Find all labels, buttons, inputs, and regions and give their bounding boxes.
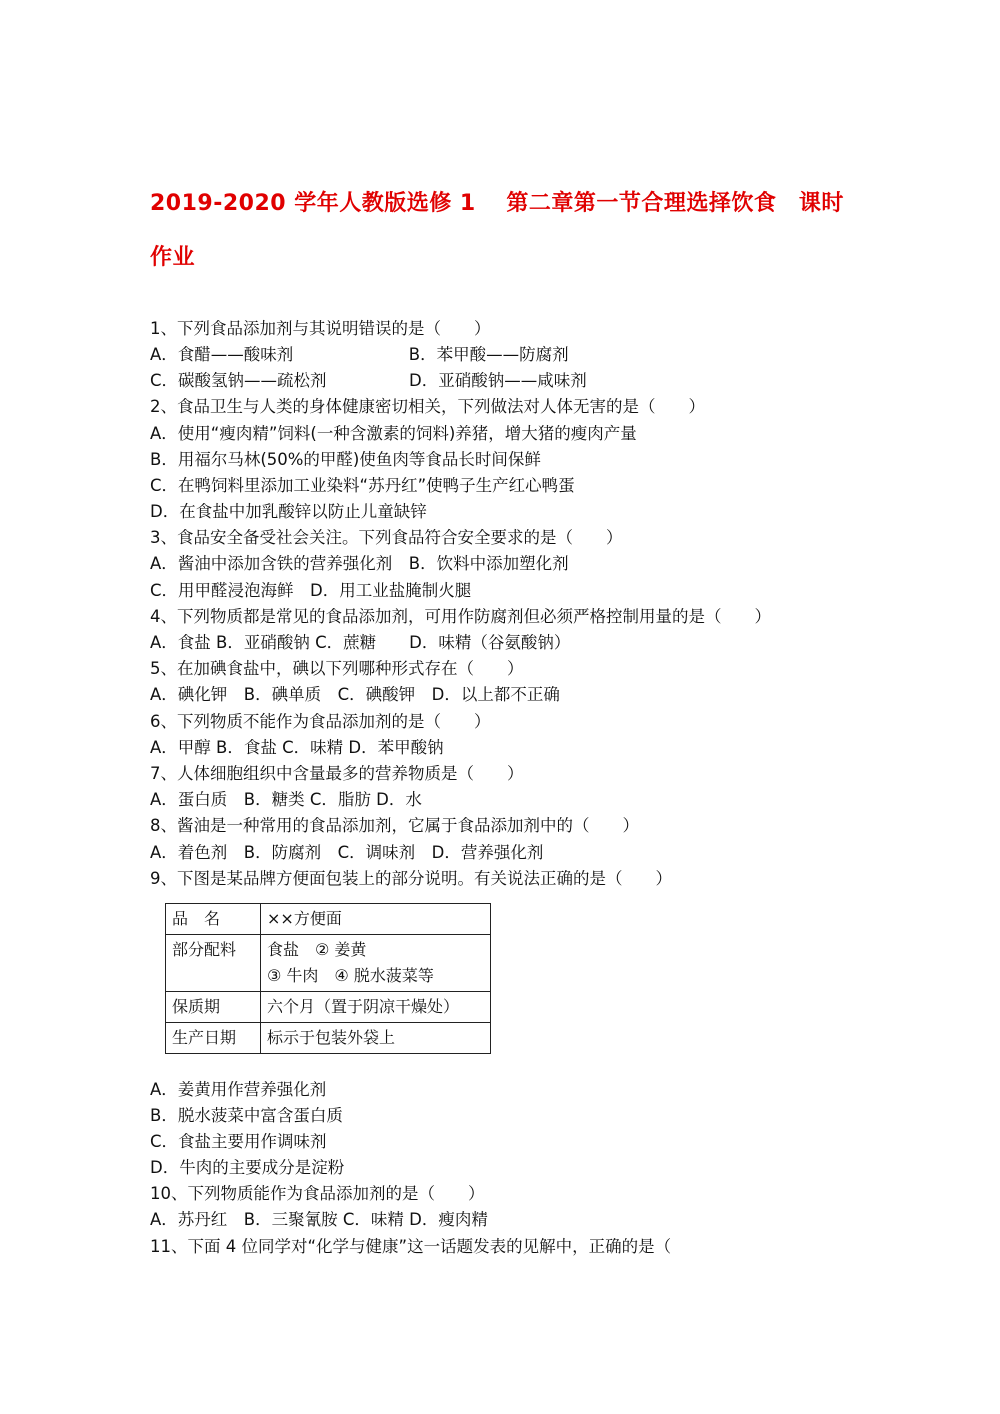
ingredients-line-2: ③ 牛肉 ④ 脱水菠菜等 [267,966,434,985]
q1-options-cd: C．碳酸氢钠——疏松剂 D．亚硝酸钠——咸味剂 [150,371,587,390]
q1-options-ab: A．食醋——酸味剂 B．苯甲酸——防腐剂 [150,345,569,364]
question-9: 9、下图是某品牌方便面包装上的部分说明。有关说法正确的是（ ） [150,869,672,888]
question-4: 4、下列物质都是常见的食品添加剂，可用作防腐剂但必须严格控制用量的是（ ） [150,607,771,626]
table-row [166,904,491,935]
q4-options: A．食盐 B．亚硝酸钠 C．蔗糖 D．味精（谷氨酸钠） [150,633,571,652]
question-6: 6、下列物质不能作为食品添加剂的是（ ） [150,712,491,731]
table-row [166,992,491,1023]
q5-options: A．碘化钾 B．碘单质 C．碘酸钾 D．以上都不正确 [150,685,560,704]
q2-option-a: A．使用“瘦肉精”饲料(一种含激素的饲料)养猪，增大猪的瘦肉产量 [150,424,637,443]
q6-options: A．甲醇 B．食盐 C．味精 D．苯甲酸钠 [150,738,444,757]
document-title: 2019-2020 学年人教版选修 1 第二章第一节合理选择饮食 课时 [150,191,844,216]
ingredients-line-1: 食盐 ② 姜黄 [267,940,367,959]
q7-options: A．蛋白质 B．糖类 C．脂肪 D．水 [150,790,422,809]
question-3: 3、食品安全备受社会关注。下列食品符合安全要求的是（ ） [150,528,623,547]
noodle-package-table [165,903,491,1054]
table-value: ××方便面 [261,904,491,935]
table-value: 六个月（置于阴凉干燥处） [261,992,491,1023]
question-8: 8、酱油是一种常用的食品添加剂，它属于食品添加剂中的（ ） [150,816,639,835]
table-key: 品 名 [166,904,261,935]
document-title-continued: 作业 [150,245,196,270]
question-2: 2、食品卫生与人类的身体健康密切相关，下列做法对人体无害的是（ ） [150,397,705,416]
q9-option-b: B．脱水菠菜中富含蛋白质 [150,1106,343,1125]
table-key: 部分配料 [166,935,261,992]
q2-option-c: C．在鸭饲料里添加工业染料“苏丹红”使鸭子生产红心鸭蛋 [150,476,575,495]
question-11: 11、下面 4 位同学对“化学与健康”这一话题发表的见解中，正确的是（ [150,1237,672,1256]
question-10: 10、下列物质能作为食品添加剂的是（ ） [150,1184,485,1203]
q8-options: A．着色剂 B．防腐剂 C．调味剂 D．营养强化剂 [150,843,544,862]
q3-options-ab: A．酱油中添加含铁的营养强化剂 B．饮料中添加塑化剂 [150,554,569,573]
q9-option-d: D．牛肉的主要成分是淀粉 [150,1158,345,1177]
q9-option-c: C．食盐主要用作调味剂 [150,1132,327,1151]
table-key: 生产日期 [166,1023,261,1054]
q10-options: A．苏丹红 B．三聚氰胺 C．味精 D．瘦肉精 [150,1210,488,1229]
table-value: 标示于包装外袋上 [261,1023,491,1054]
question-7: 7、人体细胞组织中含量最多的营养物质是（ ） [150,764,524,783]
question-1: 1、下列食品添加剂与其说明错误的是（ ） [150,319,491,338]
q2-option-d: D．在食盐中加乳酸锌以防止儿童缺锌 [150,502,427,521]
table-row [166,1023,491,1054]
q3-options-cd: C．用甲醛浸泡海鲜 D．用工业盐腌制火腿 [150,581,472,600]
question-5: 5、在加碘食盐中，碘以下列哪种形式存在（ ） [150,659,524,678]
table-row [166,935,491,992]
q9-option-a: A．姜黄用作营养强化剂 [150,1080,327,1099]
table-value [261,935,491,992]
q2-option-b: B．用福尔马林(50%的甲醛)使鱼肉等食品长时间保鲜 [150,450,541,469]
table-key: 保质期 [166,992,261,1023]
